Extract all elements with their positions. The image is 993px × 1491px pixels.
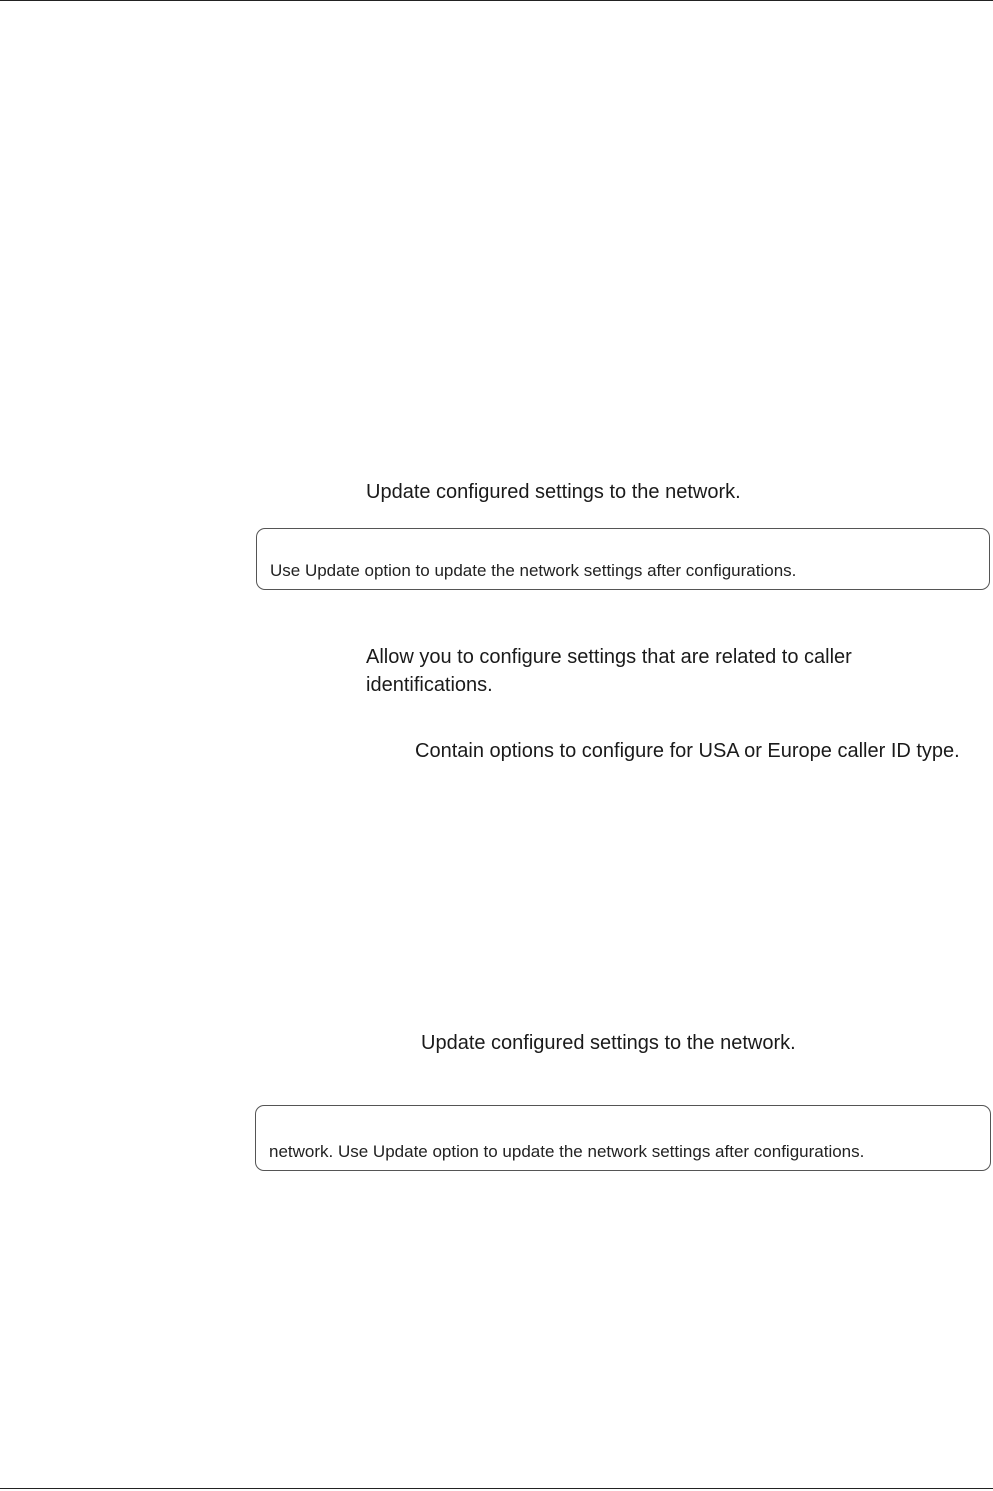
note-box [256, 528, 990, 590]
note-text: Use Update option to update the network settings after configurations. [270, 561, 797, 580]
update-description: Update configured settings to the network. [421, 1032, 796, 1054]
caller-id-description-line1: Allow you to configure settings that are related to caller [366, 646, 852, 668]
footer-rule [0, 1488, 993, 1489]
caller-id-type-description: Contain options to configure for USA or Europe caller ID type. [415, 740, 960, 762]
header-rule [0, 0, 993, 1]
note-box [255, 1105, 991, 1171]
note-text: network. Use Update option to update the network settings after configurations. [269, 1142, 865, 1161]
update-description: Update configured settings to the network. [366, 481, 741, 503]
caller-id-description-line2: identifications. [366, 674, 493, 696]
